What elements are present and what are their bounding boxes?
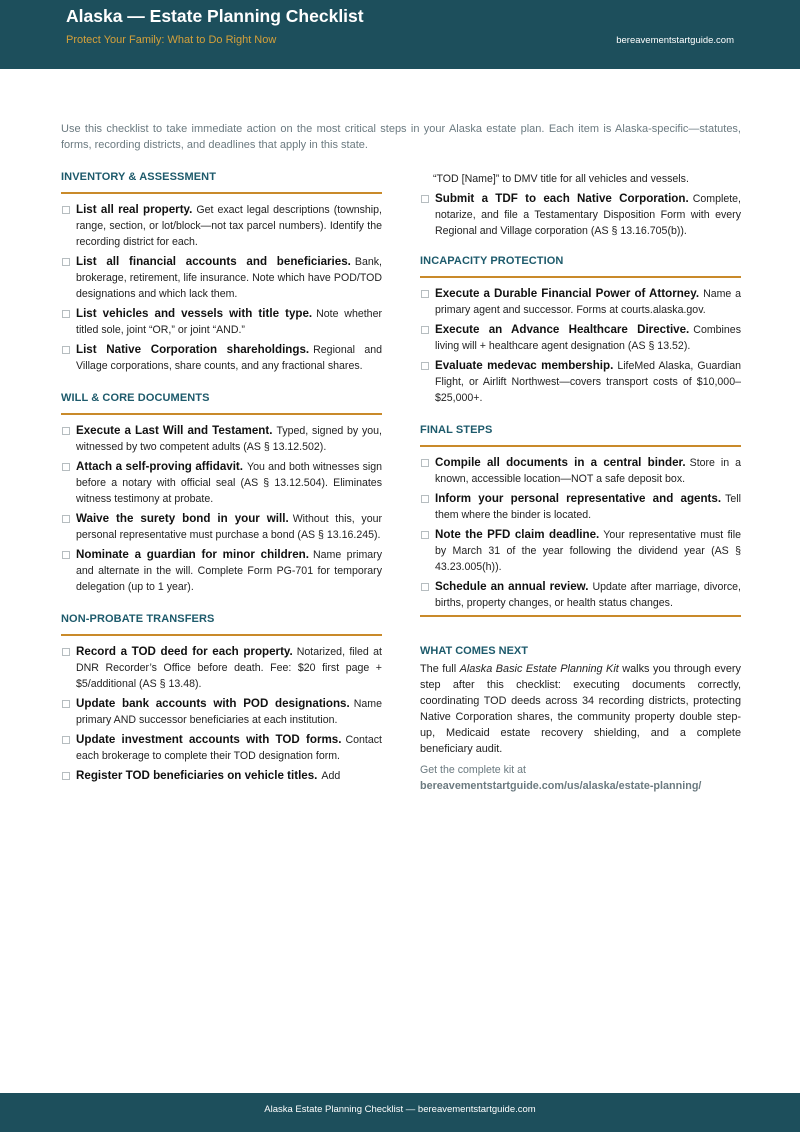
page-header (0, 0, 800, 69)
item-lead: Compile all documents in a central binder. (435, 456, 686, 469)
item-lead: List all real property. (76, 203, 193, 216)
checklist-item (420, 286, 741, 318)
kit-name: Alaska Basic Estate Planning Kit (459, 663, 619, 675)
checklist-item (420, 527, 741, 575)
item-text: Typed, signed by you, witnessed by two competent adults (AS § 13.12.502). (76, 425, 382, 453)
checklist-item (420, 358, 741, 406)
page-title: Alaska — Estate Planning Checklist (66, 6, 364, 26)
checklist-item (420, 491, 741, 523)
item-lead: List vehicles and vessels with title type. (76, 307, 313, 320)
checklist-item (420, 579, 741, 611)
header-site-link[interactable]: bereavementstartguide.com (616, 35, 734, 46)
left-column (61, 171, 382, 788)
checkbox[interactable] (421, 290, 429, 298)
next-title: WHAT COMES NEXT (420, 645, 528, 657)
checkbox[interactable] (62, 700, 70, 708)
item-lead: Inform your personal representative and agents. (435, 492, 722, 505)
section-final (420, 424, 741, 617)
item-lead: Attach a self-proving affidavit. (76, 460, 244, 473)
right-column (420, 171, 741, 794)
checklist (420, 278, 741, 406)
item-text: Your representative must file by March 31 of the year following the dividend year (AS § 43.23.005(h)). (435, 529, 741, 573)
checklist (61, 194, 382, 374)
checklist-item (61, 459, 382, 507)
kit-url-link[interactable]: bereavementstartguide.com/us/alaska/estate-planning/ (420, 780, 702, 792)
item-text: “TOD [Name]” to DMV title for all vehicles and vessels. (433, 173, 689, 185)
item-text: Name a primary agent and successor. Forms at courts.alaska.gov. (435, 288, 741, 316)
section-title: INCAPACITY PROTECTION (420, 255, 741, 278)
checkbox[interactable] (62, 772, 70, 780)
checklist-item (420, 191, 741, 239)
checklist-item (61, 644, 382, 692)
item-lead: List Native Corporation shareholdings. (76, 343, 310, 356)
item-text: Tell them where the binder is located. (435, 493, 741, 521)
checkbox[interactable] (62, 736, 70, 744)
what-comes-next (420, 645, 741, 794)
next-body-pre: The full (420, 663, 460, 675)
checklist-item (61, 511, 382, 543)
item-text: Notarized, filed at DNR Recorder’s Office before death. Fee: $20 first page + $5/additional (AS § 13.48). (76, 646, 382, 690)
item-lead: List all financial accounts and beneficiaries. (76, 255, 351, 268)
checklist (61, 636, 382, 784)
checklist-item (61, 423, 382, 455)
section-inventory (61, 171, 382, 374)
item-lead: Schedule an annual review. (435, 580, 589, 593)
item-text: Note whether titled sole, joint “OR,” or joint “AND.” (76, 308, 382, 336)
checkbox[interactable] (62, 551, 70, 559)
checkbox[interactable] (62, 310, 70, 318)
checkbox[interactable] (421, 326, 429, 334)
item-text: You and both witnesses sign before a notary with official seal (AS § 13.12.504). Eliminates witness testimony at probate. (76, 461, 383, 505)
checkbox[interactable] (62, 463, 70, 471)
page-subtitle: Protect Your Family: What to Do Right Now (66, 34, 277, 46)
checklist (420, 447, 741, 611)
item-text: Name primary AND successor beneficiaries at each institution. (76, 698, 382, 726)
item-lead: Nominate a guardian for minor children. (76, 548, 309, 561)
item-text: Combines living will + healthcare agent designation (AS § 13.52). (435, 324, 741, 352)
item-lead: Submit a TDF to each Native Corporation. (435, 192, 689, 205)
checkbox[interactable] (421, 195, 429, 203)
checkbox[interactable] (421, 583, 429, 591)
item-lead: Update investment accounts with TOD forms. (76, 733, 342, 746)
item-text: Bank, brokerage, retirement, life insurance. Note which have POD/TOD designations and which lack them. (76, 256, 382, 300)
item-text: Regional and Village corporations, share counts, and any fractional shares. (76, 344, 382, 372)
checkbox[interactable] (62, 346, 70, 354)
next-body-post: walks you through every step after this checklist: executing documents correctly, coordinating TOD deeds across 34 recording districts, protecting Native Corporation shares, the community property double step-up, Medicaid estate recovery shielding, and a complete beneficiary audit. (420, 663, 741, 755)
checklist-item-continuation (420, 171, 741, 187)
item-text: Update after marriage, divorce, births, property changes, or health status changes. (435, 581, 741, 609)
item-text: Store in a known, accessible location—NOT a safe deposit box. (435, 457, 741, 485)
item-text: LifeMed Alaska, Guardian Flight, or Airlift Northwest—covers transport costs of $10,000–$25,000+. (435, 360, 742, 404)
item-text: Add (321, 770, 341, 782)
checklist-item (61, 696, 382, 728)
section-non-probate (61, 613, 382, 784)
checkbox[interactable] (62, 258, 70, 266)
item-text: Get exact legal descriptions (township, range, section, or lot/block—not tax parcel numbers). Identify the recording district for each. (76, 204, 382, 248)
section-title: WILL & CORE DOCUMENTS (61, 392, 382, 415)
checkbox[interactable] (421, 362, 429, 370)
checklist-item (420, 455, 741, 487)
checkbox[interactable] (421, 495, 429, 503)
checkbox[interactable] (62, 427, 70, 435)
checklist-continued (420, 171, 741, 239)
item-lead: Record a TOD deed for each property. (76, 645, 293, 658)
checkbox[interactable] (62, 206, 70, 214)
item-text: Name primary and alternate in the will. Complete Form PG-701 for temporary delegation (up to 1 year). (76, 549, 382, 593)
item-text: Contact each brokerage to complete their TOD designation form. (76, 734, 382, 762)
next-cta: Get the complete kit at (420, 764, 526, 776)
checklist-item (420, 322, 741, 354)
section-incapacity (420, 255, 741, 406)
next-body (420, 661, 741, 757)
checklist-item (61, 254, 382, 302)
item-lead: Note the PFD claim deadline. (435, 528, 600, 541)
checkbox[interactable] (62, 515, 70, 523)
page-footer (0, 1093, 800, 1132)
checklist-item (61, 547, 382, 595)
item-lead: Update bank accounts with POD designations. (76, 697, 350, 710)
checklist-item (61, 342, 382, 374)
checklist-item (61, 732, 382, 764)
section-title: FINAL STEPS (420, 424, 741, 447)
section-title: NON-PROBATE TRANSFERS (61, 613, 382, 636)
checkbox[interactable] (421, 459, 429, 467)
item-text: Without this, your personal representative must purchase a bond (AS § 13.16.245). (76, 513, 383, 541)
section-divider (420, 615, 741, 617)
section-will (61, 392, 382, 595)
checkbox[interactable] (421, 531, 429, 539)
footer-text: Alaska Estate Planning Checklist — bereavementstartguide.com (264, 1104, 536, 1115)
item-lead: Evaluate medevac membership. (435, 359, 614, 372)
item-text: Complete, notarize, and file a Testamentary Disposition Form with every Regional and Village corporation (AS § 13.16.705(b)). (435, 193, 741, 237)
checklist-item (61, 768, 382, 784)
checkbox[interactable] (62, 648, 70, 656)
item-lead: Waive the surety bond in your will. (76, 512, 289, 525)
section-title: INVENTORY & ASSESSMENT (61, 171, 382, 194)
checklist (61, 415, 382, 595)
item-lead: Execute a Durable Financial Power of Attorney. (435, 287, 700, 300)
checklist-item (61, 306, 382, 338)
item-lead: Register TOD beneficiaries on vehicle titles. (76, 769, 318, 782)
item-lead: Execute a Last Will and Testament. (76, 424, 273, 437)
intro-paragraph: Use this checklist to take immediate action on the most critical steps in your Alaska estate plan. Each item is Alaska-specific—statutes, forms, recording districts, and deadlines that apply in this state. (61, 123, 741, 151)
checklist-item (61, 202, 382, 250)
item-lead: Execute an Advance Healthcare Directive. (435, 323, 690, 336)
